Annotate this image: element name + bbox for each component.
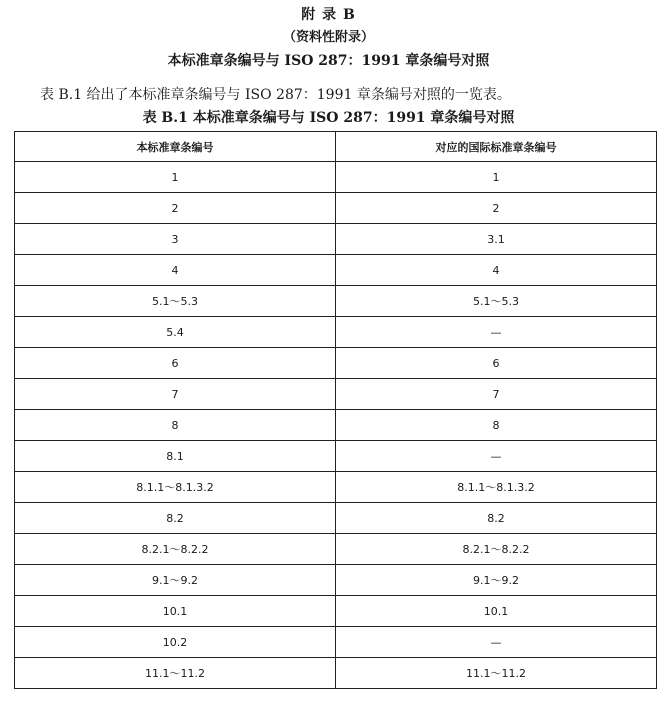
cell-international-clause: 9.1～9.2 <box>336 565 657 596</box>
cell-international-clause: 8.2.1～8.2.2 <box>336 534 657 565</box>
cell-this-standard-clause: 2 <box>15 193 336 224</box>
table-row <box>15 503 657 534</box>
table-header-row <box>15 132 657 162</box>
cell-international-clause: 8.1.1～8.1.3.2 <box>336 472 657 503</box>
cell-international-clause: — <box>336 441 657 472</box>
cell-international-clause: 10.1 <box>336 596 657 627</box>
table-row <box>15 224 657 255</box>
table-row <box>15 255 657 286</box>
header-international-standard: 对应的国际标准章条编号 <box>336 132 657 162</box>
cell-this-standard-clause: 10.1 <box>15 596 336 627</box>
cell-international-clause: 6 <box>336 348 657 379</box>
appendix-title: 附 录 B <box>301 7 356 23</box>
cell-this-standard-clause: 7 <box>15 379 336 410</box>
cell-this-standard-clause: 8.1 <box>15 441 336 472</box>
clause-mapping-table <box>14 131 657 689</box>
cell-international-clause: 8 <box>336 410 657 441</box>
cell-this-standard-clause: 10.2 <box>15 627 336 658</box>
table-row <box>15 441 657 472</box>
cell-international-clause: 3.1 <box>336 224 657 255</box>
cell-international-clause: 8.2 <box>336 503 657 534</box>
table-row <box>15 410 657 441</box>
cell-international-clause: 4 <box>336 255 657 286</box>
cell-this-standard-clause: 8 <box>15 410 336 441</box>
cell-this-standard-clause: 1 <box>15 162 336 193</box>
table-row <box>15 627 657 658</box>
header-this-standard: 本标准章条编号 <box>15 132 336 162</box>
cell-international-clause: 7 <box>336 379 657 410</box>
table-row <box>15 193 657 224</box>
table-row <box>15 317 657 348</box>
cell-this-standard-clause: 8.2.1～8.2.2 <box>15 534 336 565</box>
table-caption: 表 B.1 本标准章条编号与 ISO 287：1991 章条编号对照 <box>142 110 515 126</box>
cell-international-clause: — <box>336 317 657 348</box>
cell-international-clause: 2 <box>336 193 657 224</box>
cell-this-standard-clause: 6 <box>15 348 336 379</box>
cell-international-clause: 11.1～11.2 <box>336 658 657 689</box>
cell-this-standard-clause: 5.4 <box>15 317 336 348</box>
table-row <box>15 348 657 379</box>
table-row <box>15 162 657 193</box>
table-body <box>15 162 657 689</box>
table-row <box>15 286 657 317</box>
cell-this-standard-clause: 8.1.1～8.1.3.2 <box>15 472 336 503</box>
table-row <box>15 379 657 410</box>
cell-international-clause: 5.1～5.3 <box>336 286 657 317</box>
cell-this-standard-clause: 3 <box>15 224 336 255</box>
cell-this-standard-clause: 9.1～9.2 <box>15 565 336 596</box>
table-row <box>15 565 657 596</box>
intro-paragraph: 表 B.1 给出了本标准章条编号与 ISO 287：1991 章条编号对照的一览表。 <box>40 87 511 103</box>
table-row <box>15 534 657 565</box>
cell-this-standard-clause: 11.1～11.2 <box>15 658 336 689</box>
table-row <box>15 472 657 503</box>
cell-this-standard-clause: 4 <box>15 255 336 286</box>
table-row <box>15 658 657 689</box>
appendix-subtitle: （资料性附录） <box>282 30 374 45</box>
cell-international-clause: 1 <box>336 162 657 193</box>
cell-this-standard-clause: 5.1～5.3 <box>15 286 336 317</box>
appendix-main-title: 本标准章条编号与 ISO 287：1991 章条编号对照 <box>167 53 490 69</box>
cell-international-clause: — <box>336 627 657 658</box>
table-row <box>15 596 657 627</box>
cell-this-standard-clause: 8.2 <box>15 503 336 534</box>
